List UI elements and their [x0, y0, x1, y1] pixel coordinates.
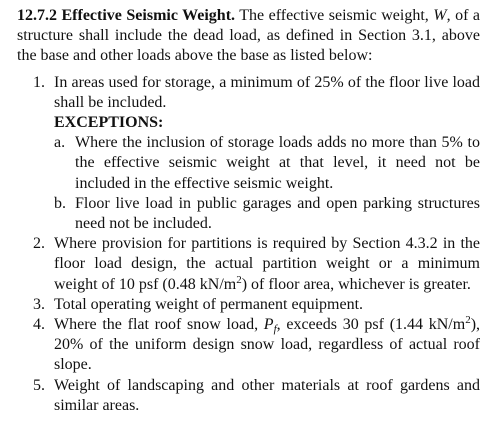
exception-item — [54, 133, 480, 194]
superscript: 2 — [236, 273, 242, 286]
list-item — [17, 73, 480, 235]
list-item-text-a: Where the flat roof snow load, — [54, 316, 259, 334]
exception-text: Floor live load in public garages and open parking structures need not be included. — [75, 194, 480, 233]
load-list — [17, 73, 480, 416]
list-item-text-b: ) of floor area, whichever is greater. — [241, 275, 471, 293]
list-item — [17, 376, 480, 416]
section-title: Effective Seismic Weight. — [61, 7, 236, 24]
list-item — [17, 295, 480, 315]
list-marker: 3. — [33, 295, 45, 313]
exceptions-heading: EXCEPTIONS: — [54, 114, 164, 132]
exception-item — [54, 194, 480, 234]
section-number: 12.7.2 — [17, 7, 57, 24]
exception-marker: b. — [54, 194, 66, 212]
list-item — [17, 234, 480, 295]
symbol-p: P — [263, 316, 274, 334]
list-item-text: Total operating weight of permanent equipment. — [54, 295, 364, 313]
intro-text-b: , of a structure shall include the dead load, as defined in Section 3.1, above the base and other loads above the base as listed below: — [17, 7, 481, 65]
list-item-text-c: ), 20% of the uniform design snow load, regardless of actual roof slope. — [54, 316, 481, 374]
list-item — [17, 315, 480, 376]
list-item-text: In areas used for storage, a minimum of 25% of the floor live load shall be included. — [54, 73, 480, 111]
list-item-text-a: Where provision for partitions is required by Section 4.3.2 in the floor load design, the actual partition weight or a minimum weight of 10 psf (0.48 kN/m — [54, 235, 480, 293]
subscript-f: f — [273, 323, 277, 336]
exceptions-list — [54, 133, 480, 234]
list-marker: 2. — [33, 235, 45, 253]
list-item-text: Weight of landscaping and other materials at roof gardens and similar areas. — [54, 376, 480, 414]
intro-symbol-w: W — [433, 7, 447, 24]
list-marker: 4. — [33, 316, 45, 334]
exception-marker: a. — [54, 134, 66, 152]
list-marker: 1. — [33, 73, 45, 91]
intro-text-a: The effective seismic weight, — [239, 7, 429, 24]
list-item-text-b: , exceeds 30 psf (1.44 kN/m — [276, 316, 466, 334]
exception-text: Where the inclusion of storage loads adds no more than 5% to the effective seismic weight at that level, it need not be included in the effective seismic weight. — [75, 134, 480, 192]
superscript: 2 — [465, 314, 471, 327]
list-marker: 5. — [33, 376, 45, 394]
section-intro — [17, 6, 480, 67]
document-page — [17, 6, 480, 416]
